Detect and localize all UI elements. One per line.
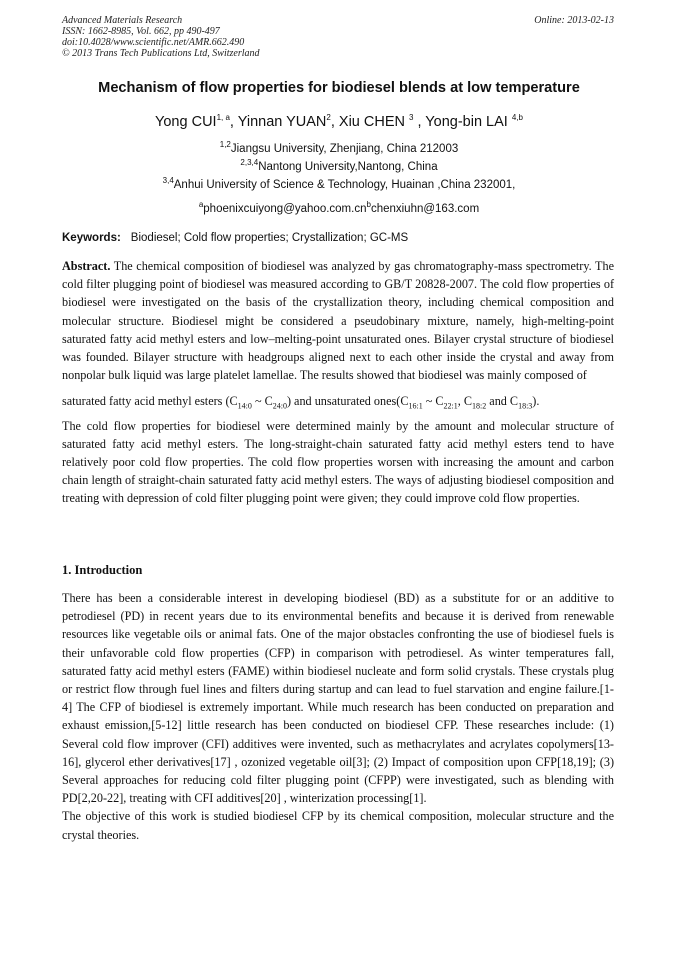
abstract-label: Abstract. (62, 259, 111, 273)
formula-sub: 14:0 (237, 401, 252, 411)
author-emails (0, 200, 678, 215)
email-a[interactable]: phoenixcuiyong@yahoo.com.cn (203, 203, 367, 215)
affiliation-text: Anhui University of Science & Technology, Huainan ,China 232001, (173, 179, 516, 191)
affiliation-sup: 1,2 (219, 140, 231, 150)
formula-sub: 16:1 (408, 401, 423, 411)
author-sup: 2 (326, 113, 331, 123)
formula-text: ~ C (251, 394, 273, 409)
paper-title: Mechanism of flow properties for biodiesel blends at low temperature (98, 80, 580, 96)
formula-text: , C (457, 394, 472, 409)
formula-text: ). (532, 394, 540, 409)
formula-text: ) and unsaturated ones(C (286, 394, 409, 409)
author-sup: 4,b (511, 113, 523, 123)
abstract-paragraph (62, 257, 614, 384)
formula-sub: 18:2 (472, 401, 487, 411)
abstract-formula-line (62, 392, 614, 410)
affiliation (0, 176, 678, 191)
abstract-text: The chemical composition of biodiesel was analyzed by gas chromatography-mass spectrometry. The cold filter plugging point of biodiesel was measured according to GB/T 20828-2007. The cold flow properties of biodiesel were investigated on the basis of the crystallization theory, including chemical composition and molecular structure. Biodiesel might be considered a pseudobinary mixture, namely, high-melting-point saturated fatty acid methyl esters and low–melting-point unsaturated ones. Bilayer crystal structure of biodiesel was founded. Bilayer structure with headgroups aligned next to each other inside the crystal and away from nonpolar bulk liquid was large platelet lamellae. The results showed that biodiesel was mainly composed of (62, 259, 614, 383)
affiliation-text: Nantong University,Nantong, China (258, 161, 438, 173)
keywords-label: Keywords: (62, 232, 121, 244)
abstract (62, 257, 614, 508)
affiliation (0, 158, 678, 173)
section-heading: 1. Introduction (62, 563, 143, 577)
author-sup: 3 (409, 113, 414, 123)
abstract-paragraph: The cold flow properties for biodiesel were determined mainly by the amount and molecular structure of saturated fatty acid methyl esters. The long-straight-chain saturated fatty acid methyl esters tend to have relatively poor cold flow properties. The cold flow properties worsen with increasing the amount and carbon chain length of straight-chain saturated fatty acid methyl esters. The ways of adjusting biodiesel composition and treating with depression of cold filter plugging point were given; they could improve cold flow properties. (62, 418, 614, 506)
affiliation-sup: 2,3,4 (240, 158, 259, 168)
formula-text: saturated fatty acid methyl esters (C (62, 394, 238, 409)
keywords (62, 232, 408, 244)
author-name: Xiu CHEN (338, 114, 405, 130)
affiliation (0, 140, 678, 155)
intro-paragraph: The objective of this work is studied biodiesel CFP by its chemical composition, molecular structure and the crystal theories. (62, 809, 614, 842)
email-b[interactable]: chenxiuhn@163.com (370, 203, 480, 215)
email-sup: a (198, 200, 204, 210)
formula-sub: 24:0 (272, 401, 287, 411)
email-sup: b (366, 200, 371, 210)
journal-doi: doi:10.4028/www.scientific.net/AMR.662.490 (62, 37, 245, 48)
journal-header (62, 15, 260, 59)
affiliation-sup: 3,4 (162, 176, 174, 186)
journal-name: Advanced Materials Research (62, 15, 183, 26)
affiliation-text: Jiangsu University, Zhenjiang, China 212003 (230, 143, 459, 155)
author-sup: 1, a (216, 113, 230, 123)
formula-text: ~ C (422, 394, 444, 409)
journal-copyright: © 2013 Trans Tech Publications Ltd, Switzerland (62, 48, 260, 59)
intro-paragraph: There has been a considerable interest in developing biodiesel (BD) as a substitute for or an additive to petrodiesel (PD) in recent years due to its environmental benefits and because it is derived from renewable resources like vegetable oils or animal fats. One of the major obstacles confronting the use of biodiesel fuels is their unfavorable cold flow properties (CFP) in comparison with petrodiesel. As winter temperatures fall, saturated fatty acid methyl esters (FAME) within biodiesel nucleate and form solid crystals. These crystals plug or restrict flow through fuel lines and filters during startup and can lead to fuel starvation and engine failure.[1-4] The CFP of biodiesel is extremely important. While much research has been conducted on preparation and exhaust emission,[5-12] little research has been conducted on biodiesel CFP. These researches include: (1) Several cold flow improver (CFI) additives were invented, such as methacrylates and acrylates copolymers[13-16], glycerol ether derivatives[17] , ozonized vegetable oil[3]; (2) Impact of composition upon CFP[18,19]; (3) Several approaches for reducing cold filter plugging point (CFPP) were investigated, such as blending with PD[2,20-22], treating with CFI additives[20] , winterization processing[1]. (62, 591, 614, 806)
online-date: Online: 2013-02-13 (534, 15, 614, 26)
author-name: Yong-bin LAI (425, 114, 508, 130)
journal-issn: ISSN: 1662-8985, Vol. 662, pp 490-497 (62, 26, 220, 37)
keywords-text: Biodiesel; Cold flow properties; Crystallization; GC-MS (130, 232, 409, 244)
author-list: Yong CUI$^{1, a}$, Yinnan YUAN$^2$, Xiu CHEN $^3$ , Yong-bin LAI $^{4,b}$ (155, 113, 523, 130)
formula-sub: 18:3 (518, 401, 533, 411)
author-name: Yinnan YUAN (237, 114, 327, 130)
author-name: Yong CUI (155, 114, 217, 130)
formula-sub: 22:1 (443, 401, 458, 411)
formula-text: and C (486, 394, 519, 409)
introduction (62, 589, 614, 844)
